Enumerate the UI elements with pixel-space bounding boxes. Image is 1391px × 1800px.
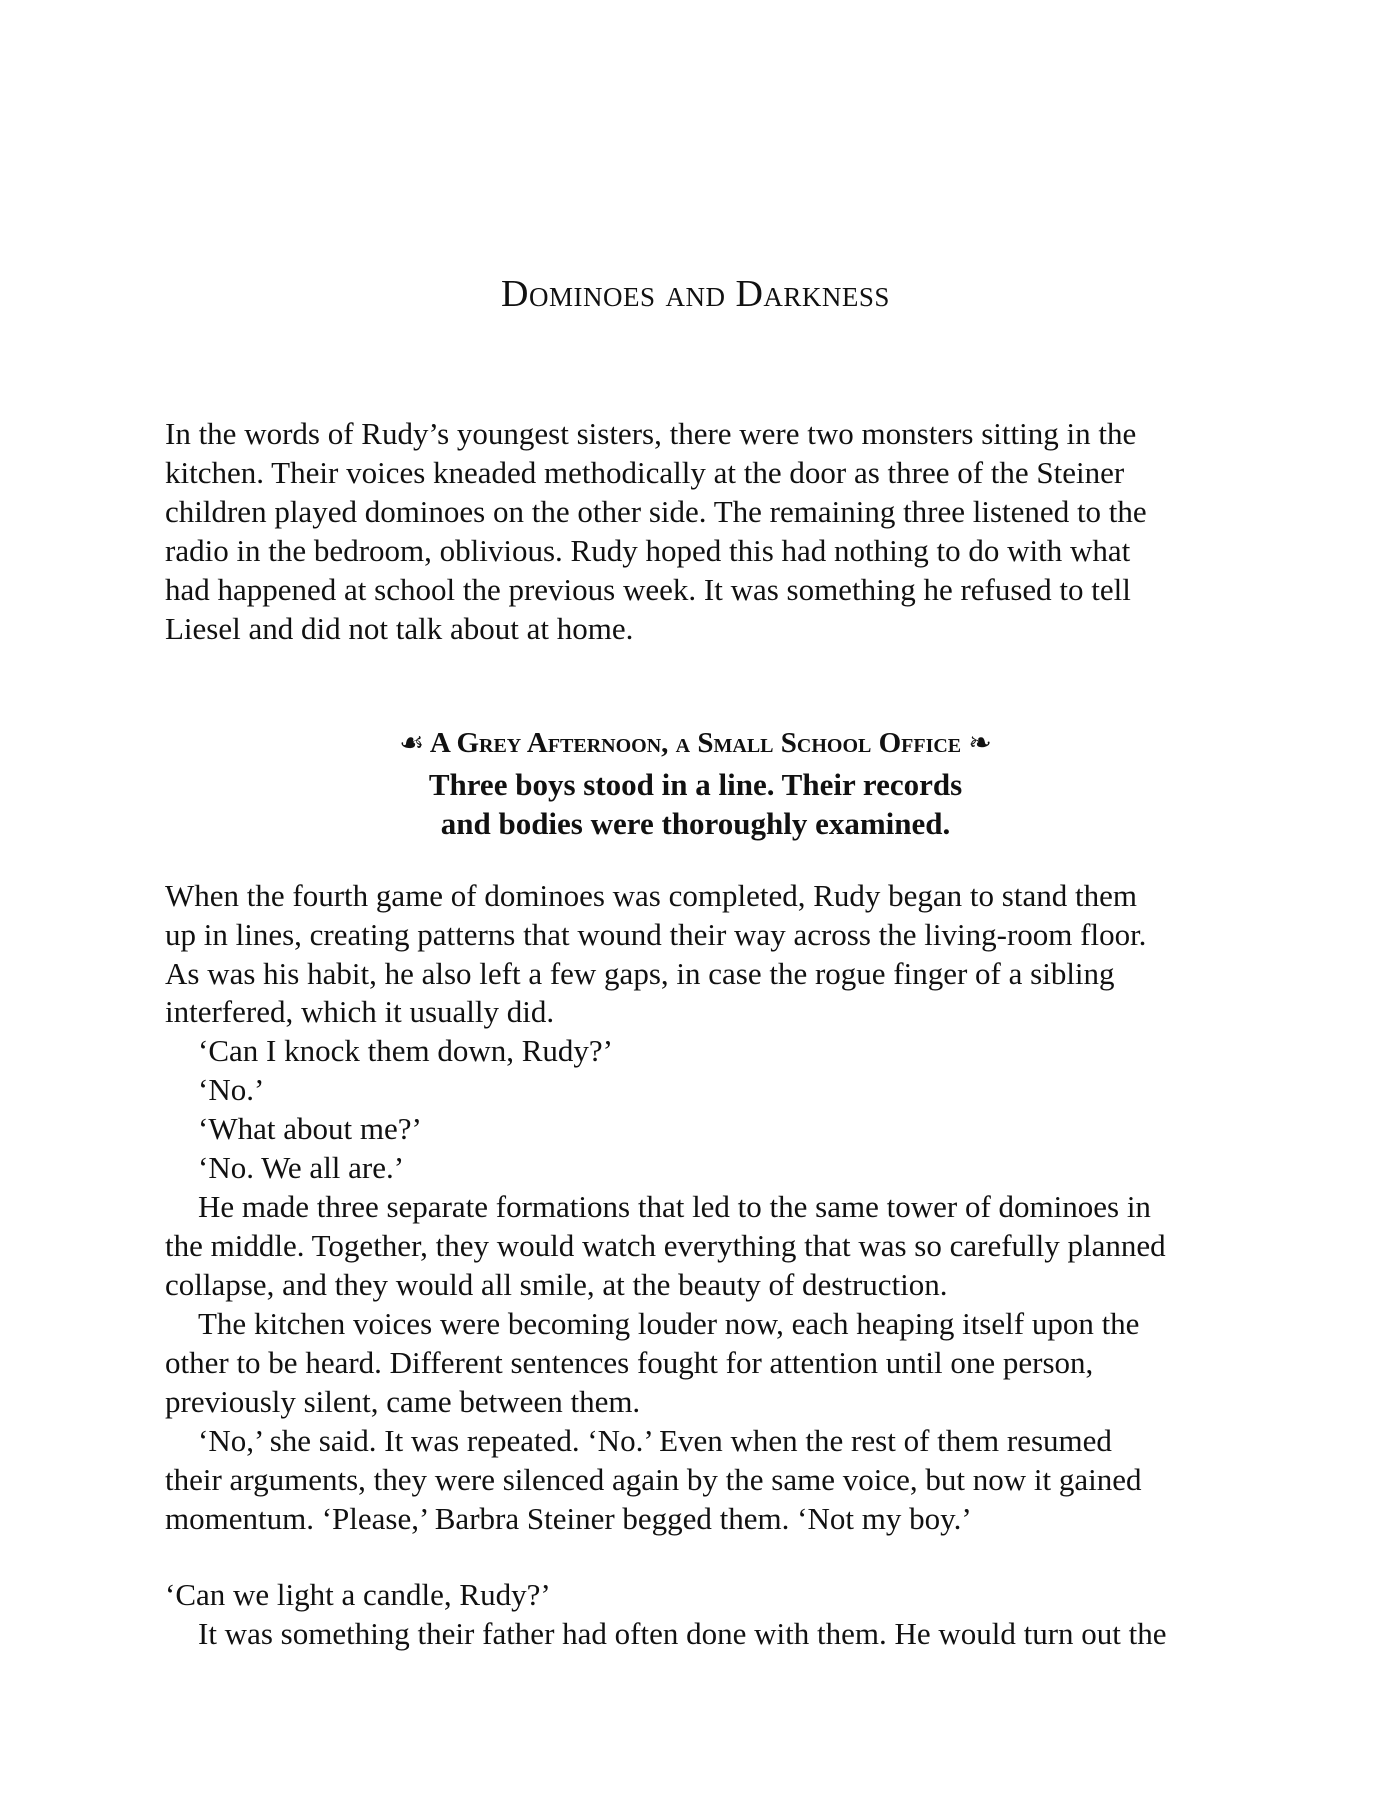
text-line: The kitchen voices were becoming louder now, each heaping itself upon the <box>198 1306 1140 1341</box>
dialogue-line: ‘No.’ <box>198 1072 265 1107</box>
chapter-title: Dominoes and Darkness <box>501 273 890 315</box>
dialogue-line: ‘What about me?’ <box>198 1111 422 1146</box>
text-line: other to be heard. Different sentences fought for attention until one person, <box>165 1345 1094 1380</box>
text-line: In the words of Rudy’s youngest sisters, there were two monsters sitting in the <box>165 416 1137 451</box>
text-line: Liesel and did not talk about at home. <box>165 611 634 646</box>
text-line: kitchen. Their voices kneaded methodically at the door as three of the Steiner <box>165 455 1125 490</box>
cut-off-line: It was something their father had often done with them. He would turn out the <box>198 1616 1167 1651</box>
section-subtext: and bodies were thoroughly examined. <box>440 806 951 841</box>
ornament-left-icon: ☙ <box>399 728 425 759</box>
text-line: had happened at school the previous week. It was something he refused to tell <box>165 572 1131 607</box>
text-line: ‘No,’ she said. It was repeated. ‘No.’ Even when the rest of them resumed <box>198 1423 1112 1458</box>
text-line: up in lines, creating patterns that wound their way across the living-room floor. <box>165 917 1147 952</box>
ornament-right-icon: ❧ <box>968 728 992 759</box>
text-line: their arguments, they were silenced again by the same voice, but now it gained <box>165 1462 1142 1497</box>
text-line: As was his habit, he also left a few gaps, in case the rogue finger of a sibling <box>165 956 1115 991</box>
text-line: previously silent, came between them. <box>165 1384 641 1419</box>
section-heading-text: A Grey Afternoon, a Small School Office <box>429 727 962 759</box>
text-line: radio in the bedroom, oblivious. Rudy hoped this had nothing to do with what <box>165 533 1131 568</box>
dialogue-line: ‘Can I knock them down, Rudy?’ <box>198 1033 613 1068</box>
text-line: momentum. ‘Please,’ Barbra Steiner begged them. ‘Not my boy.’ <box>165 1501 972 1536</box>
text-line: He made three separate formations that led to the same tower of dominoes in <box>198 1189 1151 1224</box>
section-subtext: Three boys stood in a line. Their records <box>428 767 963 802</box>
text-line: the middle. Together, they would watch everything that was so carefully planned <box>165 1228 1166 1263</box>
section-heading <box>0 726 1391 760</box>
text-line: collapse, and they would all smile, at the beauty of destruction. <box>165 1267 948 1302</box>
paragraph-6: ‘Can we light a candle, Rudy?’ <box>165 1577 551 1612</box>
text-line: interfered, which it usually did. <box>165 994 555 1029</box>
dialogue-line: ‘No. We all are.’ <box>198 1150 405 1185</box>
text-line: children played dominoes on the other side. The remaining three listened to the <box>165 494 1147 529</box>
text-line: When the fourth game of dominoes was completed, Rudy began to stand them <box>165 878 1137 913</box>
